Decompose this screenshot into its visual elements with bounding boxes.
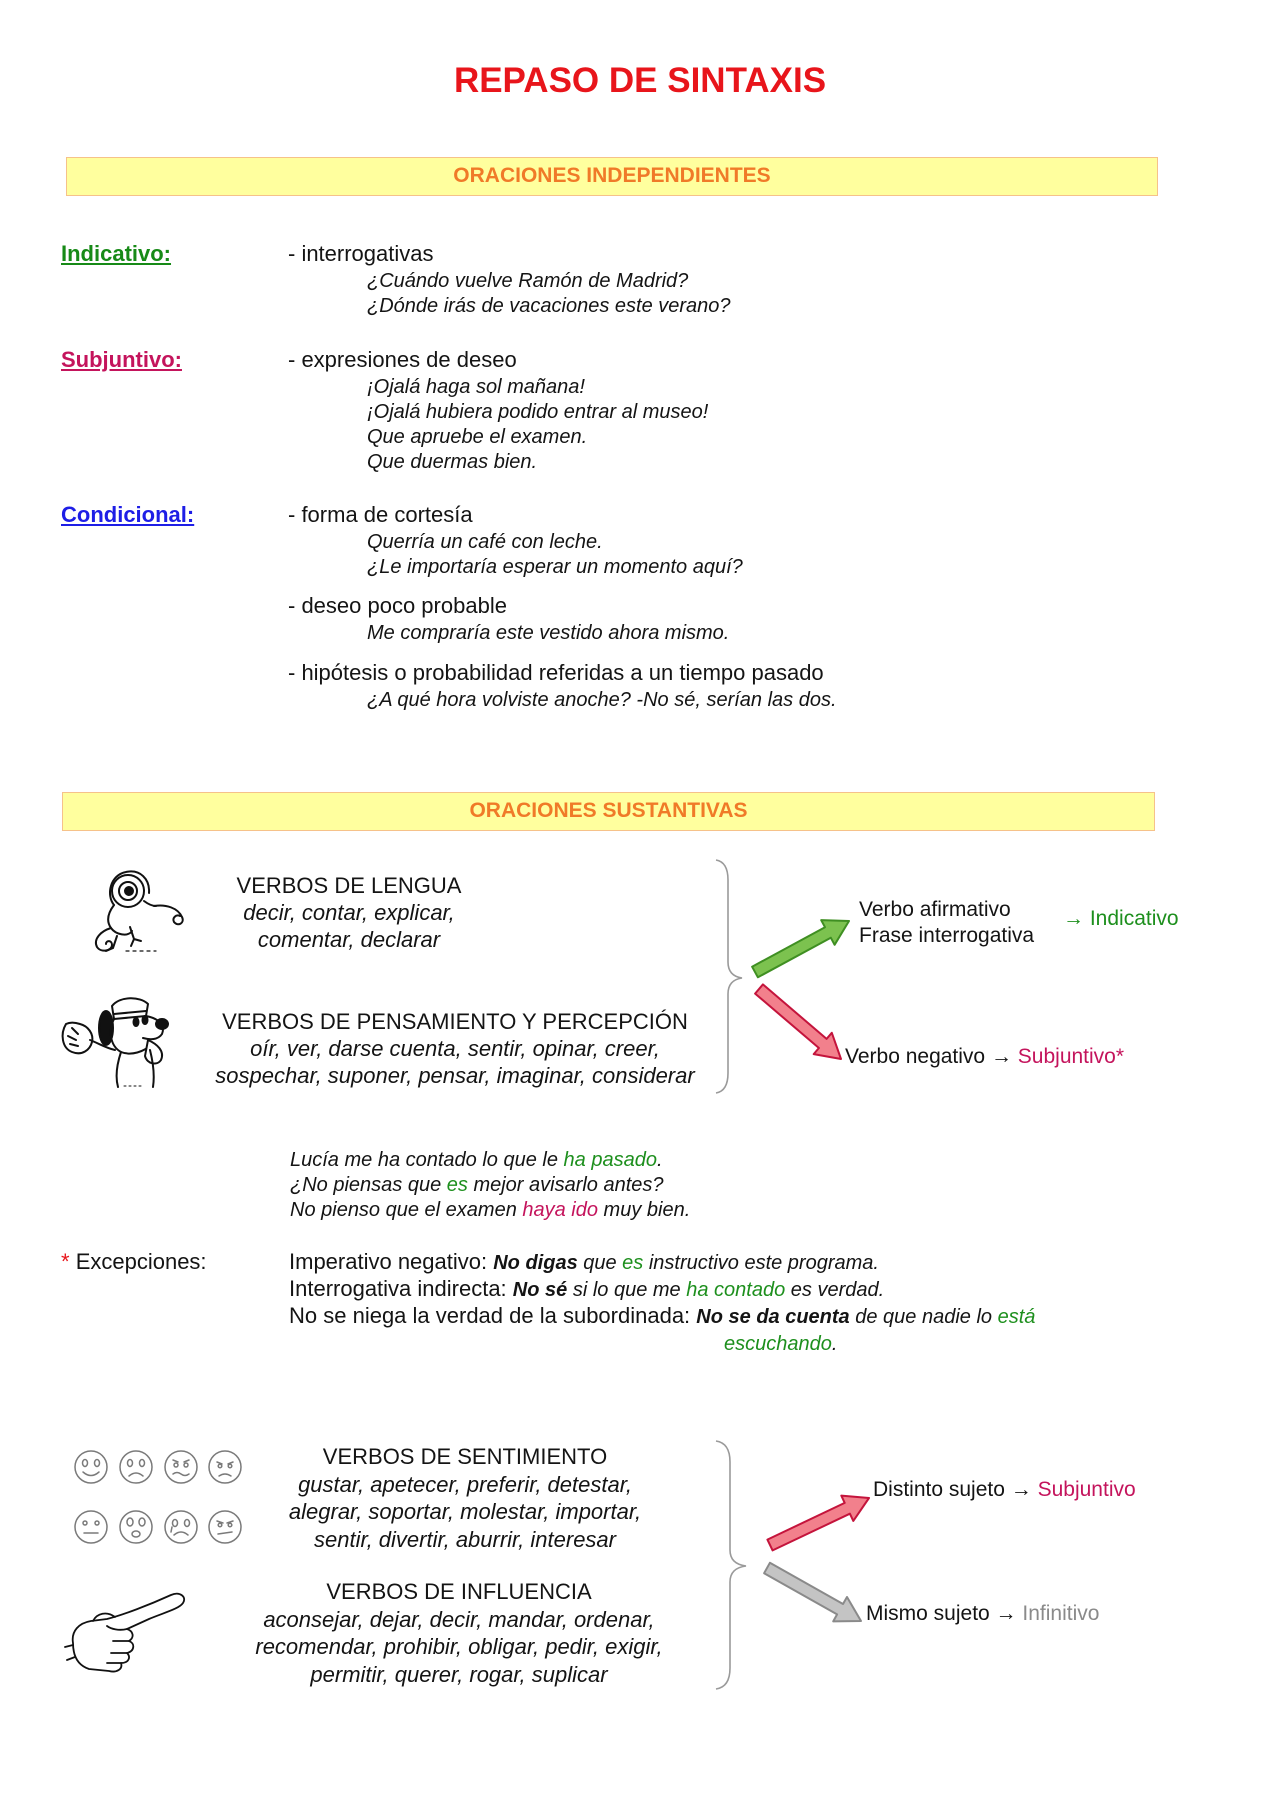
result-indicativo	[1063, 906, 1179, 932]
verb-list-line: sospechar, suponer, pensar, imaginar, considerar	[215, 1063, 695, 1088]
pointing-hand-illustration	[63, 1585, 190, 1678]
verb-list-line: permitir, querer, rogar, suplicar	[310, 1661, 608, 1687]
examples-hipotesis-pasado	[367, 688, 837, 713]
example-sentence	[290, 1148, 690, 1173]
verb-list-line: comentar, declarar	[257, 927, 441, 952]
verbos-de-influencia-block	[189, 1578, 729, 1688]
examples-interrogativas	[367, 269, 731, 319]
text-run: No pienso que el examen	[290, 1199, 523, 1221]
excepcion-example	[696, 1306, 1035, 1328]
example-sentence: Querría un café con leche.	[367, 531, 603, 553]
main-verb: No sé	[512, 1279, 568, 1301]
text-run: si lo que me	[567, 1279, 687, 1301]
excepcion-type: Imperativo negativo:	[289, 1249, 488, 1274]
indicativo-result-label: Indicativo	[1089, 907, 1179, 930]
sustantivas-examples	[290, 1148, 690, 1223]
verbo-negativo-label: Verbo negativo	[845, 1045, 986, 1068]
subjuntivo-result-label: Subjuntivo	[1037, 1478, 1136, 1501]
distinto-sujeto-label: Distinto sujeto	[873, 1478, 1005, 1501]
excepcion-no-se-niega-continuation	[724, 1330, 837, 1357]
verbos-de-sentimiento-title: VERBOS DE SENTIMIENTO	[322, 1444, 608, 1469]
face-surprised	[120, 1511, 152, 1543]
face-crying	[165, 1511, 197, 1543]
excepcion-example	[513, 1279, 884, 1301]
excepcion-no-se-niega	[289, 1303, 1035, 1330]
right-arrow-glyph: →	[1010, 1478, 1032, 1501]
verb-indicativo: es	[622, 1252, 644, 1274]
examples-forma-de-cortesia	[367, 530, 743, 580]
section-header-independientes: ORACIONES INDEPENDIENTES	[66, 157, 1158, 196]
result-mismo-sujeto	[866, 1601, 1099, 1627]
verb-indicativo: está	[997, 1306, 1036, 1328]
text-run: .	[831, 1333, 838, 1355]
verb-list-line: aconsejar, dejar, decir, mandar, ordenar,	[263, 1606, 655, 1632]
example-sentence	[290, 1173, 690, 1198]
text-run: mejor avisarlo antes?	[467, 1174, 664, 1196]
arrow-to-mismo-sujeto	[764, 1563, 861, 1622]
excepcion-type: No se niega la verdad de la subordinada:	[289, 1303, 691, 1328]
mood-label-subjuntivo: Subjuntivo:	[61, 347, 182, 372]
excepcion-type: Interrogativa indirecta:	[289, 1276, 507, 1301]
arrow-to-subjuntivo	[755, 984, 841, 1059]
excepciones-label	[61, 1249, 207, 1275]
main-verb: No se da cuenta	[696, 1306, 850, 1328]
verbos-de-pensamiento-block	[175, 1008, 735, 1089]
example-sentence	[290, 1198, 690, 1223]
use-deseo-poco-probable: - deseo poco probable	[288, 593, 507, 618]
verb-subjuntivo: haya ido	[522, 1199, 598, 1221]
face-sad	[120, 1451, 152, 1483]
example-sentence: ¿Le importaría esperar un momento aquí?	[367, 556, 743, 578]
use-hipotesis-pasado: - hipótesis o probabilidad referidas a un tiempo pasado	[288, 660, 824, 685]
text-run: de que nadie lo	[849, 1306, 998, 1328]
right-arrow-glyph: →	[990, 1045, 1012, 1068]
right-arrow-glyph: →	[1063, 907, 1084, 930]
face-happy	[75, 1451, 107, 1483]
text-run: instructivo este programa.	[643, 1252, 879, 1274]
examples-expresiones-de-deseo	[367, 375, 708, 475]
text-run: .	[656, 1149, 663, 1171]
face-worried	[165, 1451, 197, 1483]
verb-list-line: oír, ver, darse cuenta, sentir, opinar, creer,	[250, 1036, 660, 1061]
mood-label-condicional: Condicional:	[61, 502, 195, 527]
excepcion-interrogativa-indirecta	[289, 1276, 884, 1303]
mood-label-indicativo: Indicativo:	[61, 241, 172, 266]
section-header-sustantivas: ORACIONES SUSTANTIVAS	[62, 792, 1155, 831]
text-run: que	[577, 1252, 623, 1274]
examples-deseo-poco-probable	[367, 621, 729, 646]
chameleon-illustration	[86, 865, 190, 957]
verbos-de-influencia-title: VERBOS DE INFLUENCIA	[326, 1579, 592, 1604]
example-sentence: ¡Ojalá hubiera podido entrar al museo!	[367, 401, 709, 423]
verb-list-line: alegrar, soportar, molestar, importar,	[288, 1499, 642, 1524]
excepcion-example	[724, 1333, 837, 1355]
verbos-de-lengua-block	[199, 872, 499, 953]
infinitivo-result-label: Infinitivo	[1022, 1602, 1100, 1625]
use-interrogativas: - interrogativas	[288, 241, 434, 266]
example-sentence: ¿Dónde irás de vacaciones este verano?	[367, 295, 731, 317]
verb-list-line: gustar, apetecer, preferir, detestar,	[298, 1471, 632, 1497]
verb-list-line: recomendar, prohibir, obligar, pedir, exigir,	[255, 1634, 663, 1659]
face-neutral	[75, 1511, 107, 1543]
example-sentence: Que apruebe el examen.	[367, 426, 588, 448]
text-run: ¿No piensas que	[290, 1174, 447, 1196]
excepciones-title: Excepciones:	[75, 1249, 207, 1274]
main-verb: No digas	[493, 1252, 578, 1274]
frase-interrogativa-label: Frase interrogativa	[859, 924, 1035, 947]
excepcion-example	[493, 1252, 879, 1274]
text-run: es verdad.	[785, 1279, 885, 1301]
verb-indicativo: ha contado	[686, 1279, 786, 1301]
verbos-de-lengua-title: VERBOS DE LENGUA	[236, 873, 462, 898]
example-sentence: ¿Cuándo vuelve Ramón de Madrid?	[367, 270, 689, 292]
goofy-thinking-illustration	[60, 994, 180, 1090]
verbo-afirmativo-label: Verbo afirmativo	[859, 898, 1011, 921]
page-title: REPASO DE SINTAXIS	[453, 61, 827, 100]
use-forma-de-cortesia: - forma de cortesía	[288, 502, 473, 527]
right-arrow-glyph: →	[995, 1602, 1017, 1625]
use-expresiones-de-deseo: - expresiones de deseo	[288, 347, 517, 372]
arrow-to-distinto-sujeto	[767, 1496, 869, 1551]
verb-indicativo: ha pasado	[563, 1149, 657, 1171]
example-sentence: ¿A qué hora volviste anoche? -No sé, serían las dos.	[367, 689, 837, 711]
example-sentence: Me compraría este vestido ahora mismo.	[367, 622, 730, 644]
verb-list-line: decir, contar, explicar,	[243, 900, 455, 925]
verb-indicativo: escuchando	[724, 1333, 832, 1355]
subjuntivo-result-label: Subjuntivo*	[1017, 1045, 1125, 1068]
result-subjuntivo	[845, 1044, 1124, 1070]
example-sentence: Que duermas bien.	[367, 451, 538, 473]
text-run: muy bien.	[598, 1199, 691, 1221]
arrow-to-indicativo	[752, 920, 849, 977]
text-run: Lucía me ha contado lo que le	[290, 1149, 564, 1171]
verbos-de-sentimiento-block	[195, 1443, 735, 1553]
example-sentence: ¡Ojalá haga sol mañana!	[367, 376, 585, 398]
verbos-de-pensamiento-title: VERBOS DE PENSAMIENTO Y PERCEPCIÓN	[222, 1009, 688, 1034]
mismo-sujeto-label: Mismo sujeto	[866, 1602, 990, 1625]
result-distinto-sujeto	[873, 1477, 1136, 1503]
verb-indicativo: es	[446, 1174, 468, 1196]
excepcion-imperativo-negativo	[289, 1249, 879, 1276]
asterisk-marker: *	[61, 1249, 70, 1274]
verb-list-line: sentir, divertir, aburrir, interesar	[313, 1526, 616, 1552]
